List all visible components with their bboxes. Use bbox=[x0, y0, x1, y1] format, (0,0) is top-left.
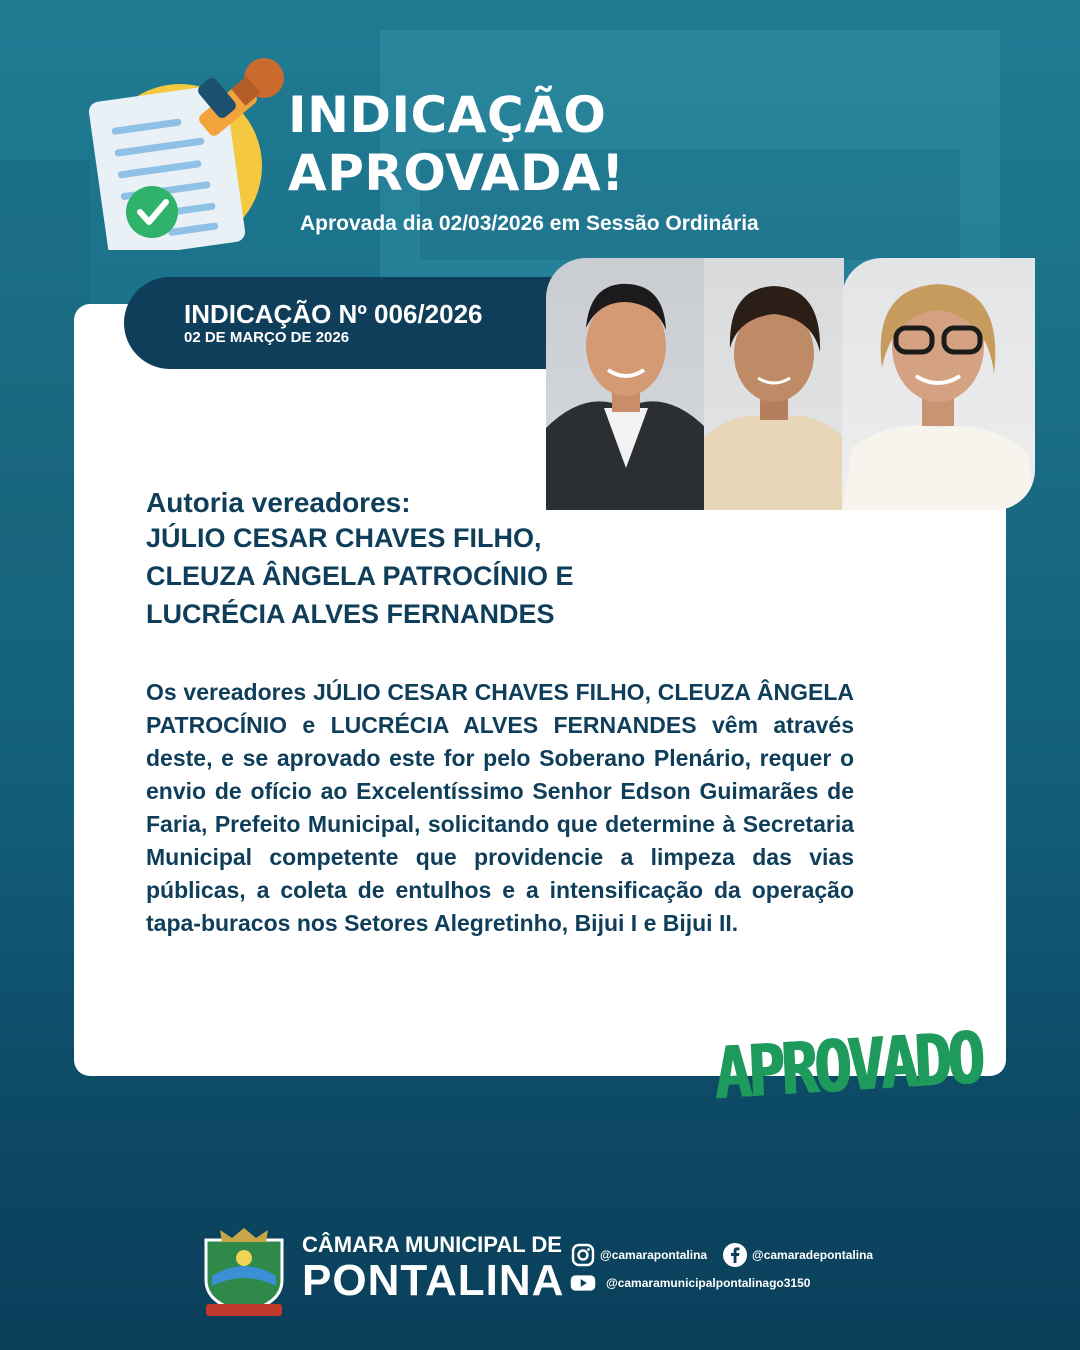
indication-date: 02 DE MARÇO DE 2026 bbox=[184, 329, 350, 346]
approved-document-icon bbox=[86, 56, 286, 250]
youtube-icon bbox=[570, 1270, 596, 1296]
checkmark-icon bbox=[126, 186, 178, 238]
author-name-3: LUCRÉCIA ALVES FERNANDES bbox=[146, 599, 555, 629]
chamber-name-line-1: CÂMARA MUNICIPAL DE bbox=[302, 1232, 562, 1257]
authorship-label: Autoria vereadores: bbox=[146, 487, 411, 518]
councillor-photo-1 bbox=[546, 258, 706, 510]
page-title bbox=[288, 86, 625, 202]
councillor-photo-3 bbox=[842, 258, 1035, 510]
indication-badge bbox=[124, 277, 594, 369]
chamber-name-line-2: PONTALINA bbox=[302, 1256, 565, 1305]
title-line-1: INDICAÇÃO bbox=[288, 86, 607, 144]
instagram-icon bbox=[570, 1242, 596, 1268]
instagram-link[interactable] bbox=[570, 1242, 707, 1268]
author-name-2: CLEUZA ÂNGELA PATROCÍNIO E bbox=[146, 561, 574, 591]
chamber-name bbox=[302, 1232, 564, 1304]
author-name-1: JÚLIO CESAR CHAVES FILHO, bbox=[146, 523, 542, 553]
approval-subtitle: Aprovada dia 02/03/2026 em Sessão Ordinária bbox=[300, 212, 759, 235]
facebook-handle: @camaradepontalina bbox=[752, 1248, 874, 1262]
youtube-link[interactable] bbox=[570, 1270, 810, 1296]
title-line-2: APROVADA! bbox=[288, 144, 625, 202]
councillor-photos bbox=[546, 258, 1035, 510]
facebook-icon bbox=[722, 1242, 748, 1268]
councillor-photo-2 bbox=[704, 258, 844, 510]
facebook-link[interactable] bbox=[722, 1242, 873, 1268]
authorship-block bbox=[146, 486, 574, 633]
indication-body: Os vereadores JÚLIO CESAR CHAVES FILHO, CLEUZA ÂNGELA PATROCÍNIO e LUCRÉCIA ALVES FERNANDES vêm através deste, e se aprovado este for pelo Soberano Plenário, requer o envio de ofício ao Excelentíssimo Senhor Edson Guimarães de Faria, Prefeito Municipal, solicitando que determine à Secretaria Municipal competente que providencie a limpeza das vias públicas, a coleta de entulhos e a intensificação da operação tapa-buracos nos Setores Alegretinho, Bijui I e Bijui II. bbox=[146, 679, 854, 936]
instagram-handle: @camarapontalina bbox=[600, 1248, 708, 1262]
municipal-crest-icon bbox=[196, 1226, 292, 1318]
indication-number: INDICAÇÃO Nº 006/2026 bbox=[184, 299, 483, 329]
approved-stamp: APROVADO bbox=[711, 1015, 982, 1116]
youtube-handle: @camaramunicipalpontalinago3150 bbox=[606, 1276, 811, 1290]
authorship-names bbox=[146, 519, 574, 633]
